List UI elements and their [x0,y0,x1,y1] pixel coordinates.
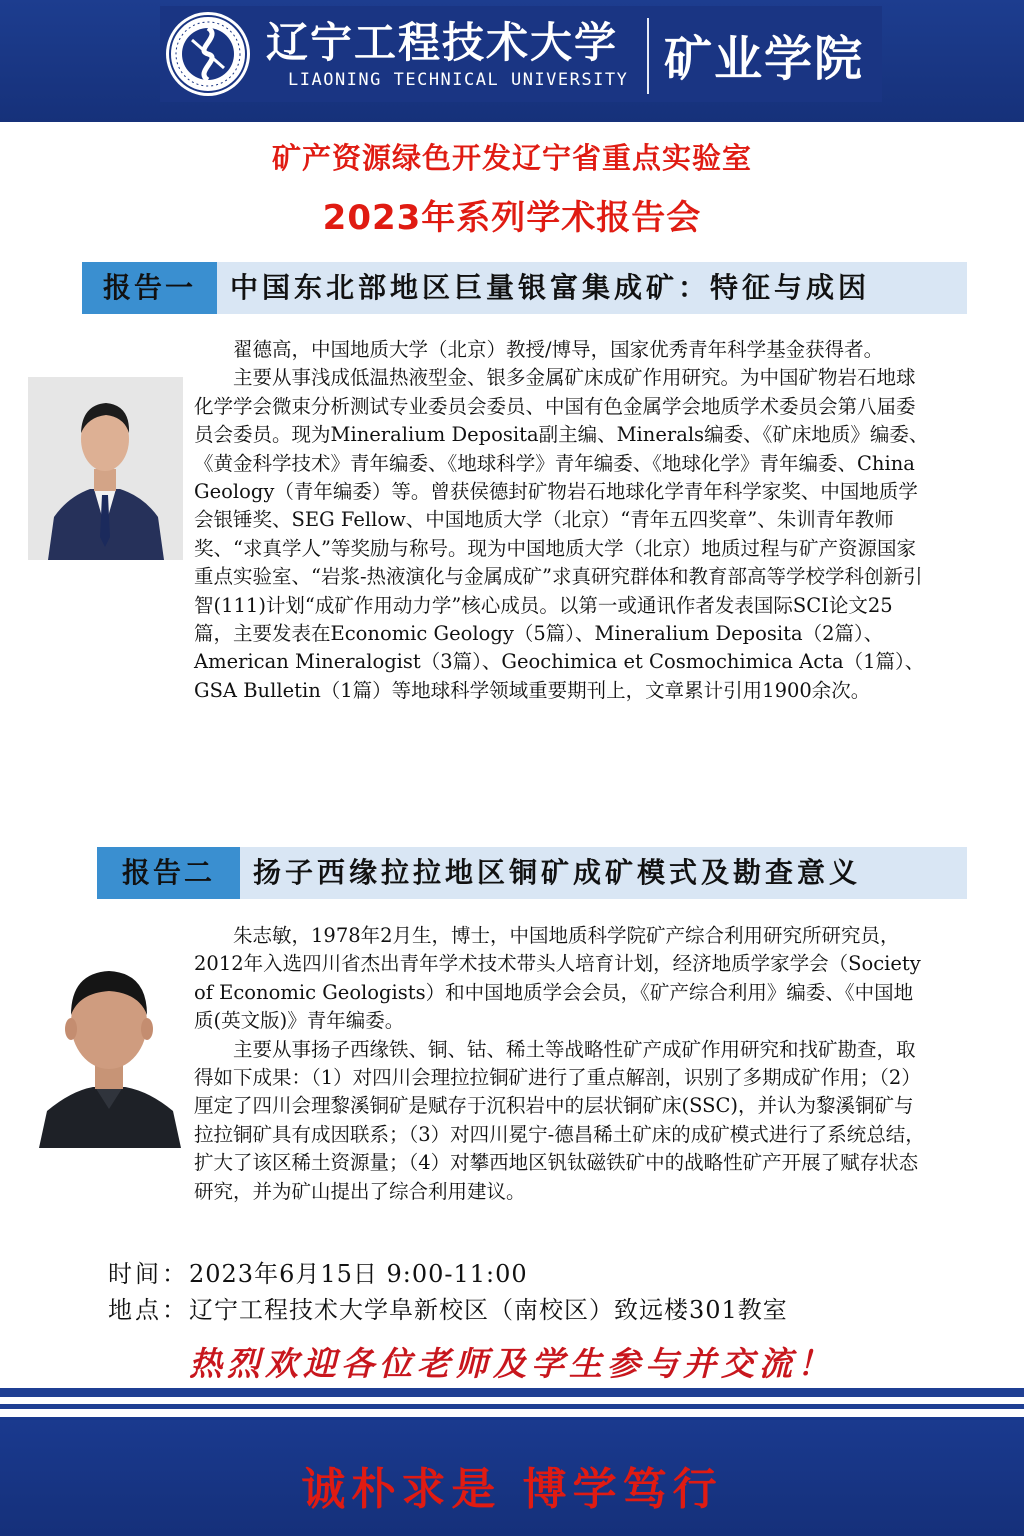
event-place [108,1290,788,1325]
college-name: 矿业学院 [664,31,865,87]
report-one-title: 中国东北部地区巨量银富集成矿：特征与成因 [230,271,871,304]
lab-title: 矿产资源绿色开发辽宁省重点实验室 [271,141,752,175]
speaker-one-bio-paragraph: 主要从事浅成低温热液型金、银多金属矿床成矿作用研究。为中国矿物岩石地球化学学会微束分析测试专业委员会委员、中国有色金属学会地质学术委员会第八届委员会委员。现为Mineralium Deposita副主编、Minerals编委、《矿床地质》编委、《黄金科学技术》青年编委、《地球科学》青年编委、《地球化学》青年编委、China Geology（青年编委）等。曾获侯德封矿物岩石地球化学青年科学家奖、中国地质学会银锤奖、SEG Fellow、中国地质大学（北京）“青年五四奖章”、朱训青年教师奖、“求真学人”等奖励与称号。现为中国地质大学（北京）地质过程与矿产资源国家重点实验室、“岩浆-热液演化与金属成矿”求真研究群体和教育部高等学校学科创新引智(111)计划“成矿作用动力学”核心成员。以第一或通讯作者发表国际SCI论文25篇，主要发表在Economic Geology（5篇）、Mineralium Deposita（2篇）、American Mineralogist（3篇）、Geochimica et Cosmochimica Acta（1篇）、GSA Bulletin（1篇）等地球科学领域重要期刊上，文章累计引用1900余次。 [194,366,929,702]
event-time [108,1254,528,1289]
event-time-label: 时间： [108,1260,189,1288]
event-place-value: 辽宁工程技术大学阜新校区（南校区）致远楼301教室 [189,1296,788,1324]
series-title: 2023年系列学术报告会 [322,198,702,238]
speaker-one-bio [194,336,930,705]
footer-stripe-top [0,1388,1024,1397]
report-one-tag: 报告一 [82,262,217,314]
speaker-two-photo [33,935,185,1148]
speaker-one-photo [28,377,183,560]
event-place-label: 地点： [108,1296,189,1324]
university-chinese-name: 辽宁工程技术大学 [266,18,619,67]
report-one-header [82,262,967,314]
footer-stripe-middle [0,1404,1024,1409]
report-two-tag: 报告二 [97,847,240,899]
speaker-two-bio [194,922,930,1206]
report-two-title: 扬子西缘拉拉地区铜矿成矿模式及勘查意义 [253,856,862,889]
report-two-header [97,847,967,899]
logo-divider [647,18,649,94]
university-motto: 诚朴求是 博学笃行 [301,1464,723,1515]
university-emblem-icon [164,10,252,98]
university-english-name: LIAONING TECHNICAL UNIVERSITY [288,70,629,90]
university-logo-banner [160,6,882,102]
speaker-two-bio-paragraph: 朱志敏，1978年2月生，博士，中国地质科学院矿产综合利用研究所研究员，2012年入选四川省杰出青年学术技术带头人培育计划，经济地质学家学会（Society of Economic Geologists）和中国地质学会会员，《矿产综合利用》编委、《中国地质(英文版)》青年编委。 [194,924,921,1033]
speaker-one-bio-paragraph: 翟德高，中国地质大学（北京）教授/博导，国家优秀青年科学基金获得者。 [233,338,884,361]
speaker-two-bio-paragraph: 主要从事扬子西缘铁、铜、钴、稀土等战略性矿产成矿作用研究和找矿勘查，取得如下成果：（1）对四川会理拉拉铜矿进行了重点解剖，识别了多期成矿作用；（2）厘定了四川会理黎溪铜矿是赋存于沉积岩中的层状铜矿床(SSC)，并认为黎溪铜矿与拉拉铜矿具有成因联系；（3）对四川冕宁-德昌稀土矿床的成矿模式进行了系统总结，扩大了该区稀土资源量；（4）对攀西地区钒钛磁铁矿中的战略性矿产开展了赋存状态研究，并为矿山提出了综合利用建议。 [194,1037,925,1203]
welcome-message: 热烈欢迎各位老师及学生参与并交流！ [189,1344,835,1383]
header-band [0,0,1024,122]
event-time-value: 2023年6月15日 9:00-11:00 [189,1260,528,1288]
